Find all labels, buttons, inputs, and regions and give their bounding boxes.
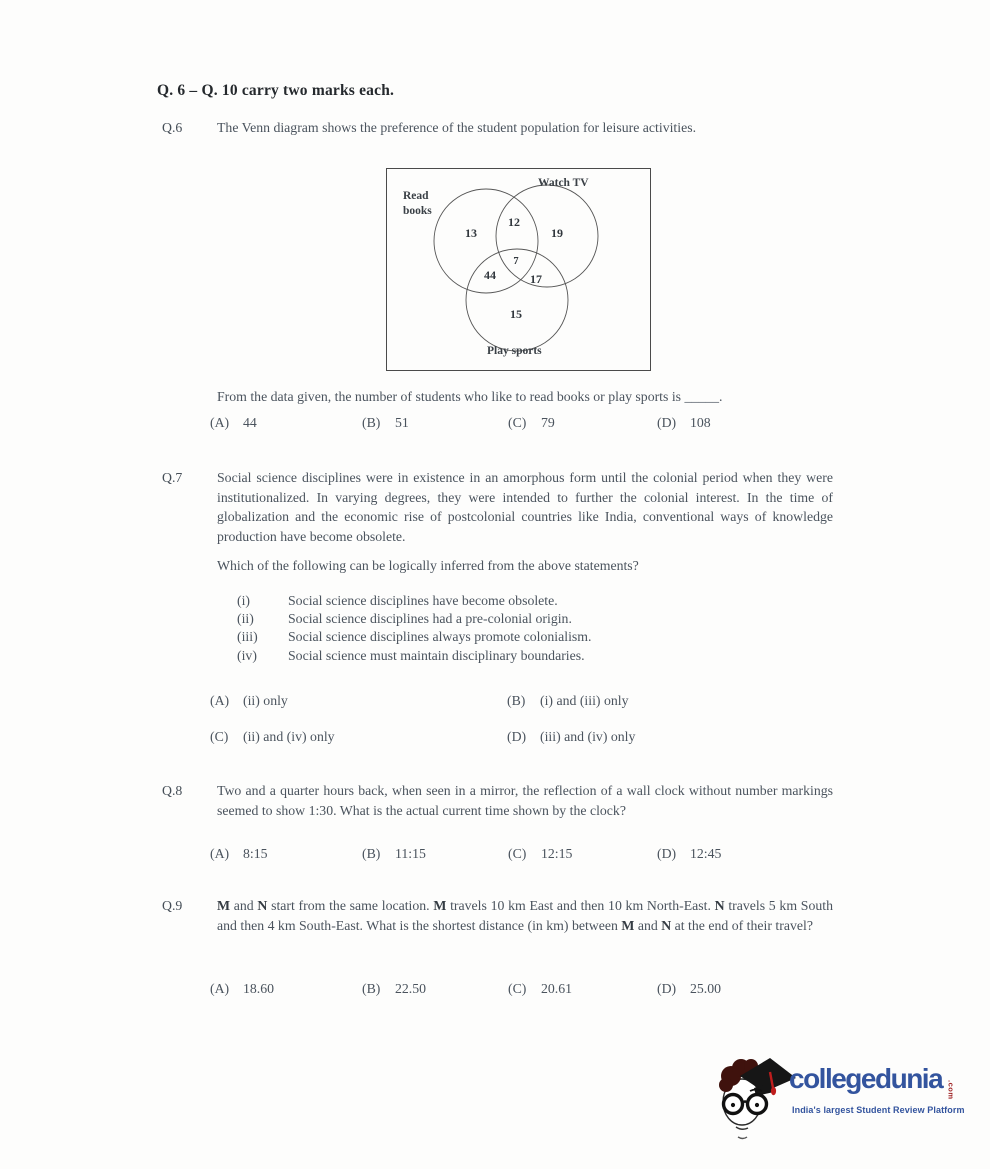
venn-count-read-tv: 12 bbox=[508, 215, 520, 229]
option-label: (C) bbox=[508, 981, 527, 996]
q7-statements bbox=[237, 592, 797, 665]
option-value: 8:15 bbox=[243, 846, 268, 861]
option-label: (B) bbox=[362, 846, 381, 861]
option-value: (iii) and (iv) only bbox=[540, 729, 636, 744]
venn-circle-watch-tv bbox=[496, 185, 598, 287]
option-label: (D) bbox=[657, 981, 677, 996]
venn-set-label-play-sports: Play sports bbox=[487, 345, 542, 357]
q6-option-b bbox=[362, 413, 409, 433]
q9-option-a bbox=[210, 979, 274, 999]
option-value: 20.61 bbox=[541, 981, 573, 996]
statement-text: Social science disciplines have become obsolete. bbox=[288, 593, 558, 608]
collegedunia-mascot-icon bbox=[714, 1050, 798, 1142]
option-value: 25.00 bbox=[690, 981, 722, 996]
statement-text: Social science must maintain disciplinary boundaries. bbox=[288, 647, 585, 663]
q7-sub-question: Which of the following can be logically inferred from the above statements? bbox=[217, 558, 639, 573]
statement-label: (i) bbox=[237, 593, 251, 608]
option-value: 22.50 bbox=[395, 981, 427, 996]
option-value: 44 bbox=[243, 415, 257, 430]
q8-option-d bbox=[657, 844, 721, 864]
option-label: (A) bbox=[210, 981, 230, 996]
venn-set-label-watch-tv: Watch TV bbox=[538, 177, 589, 189]
statement-row bbox=[237, 610, 797, 628]
q9-option-d bbox=[657, 979, 721, 999]
option-label: (C) bbox=[210, 729, 229, 744]
q9-option-c bbox=[508, 979, 572, 999]
q7-option-b bbox=[507, 691, 629, 711]
q6-option-a bbox=[210, 413, 257, 433]
option-value: (i) and (iii) only bbox=[540, 693, 629, 708]
option-value: 11:15 bbox=[395, 846, 426, 861]
q7-option-d bbox=[507, 727, 635, 747]
option-label: (A) bbox=[210, 693, 230, 708]
section-heading: Q. 6 – Q. 10 carry two marks each. bbox=[157, 82, 395, 99]
venn-count-tv-sports: 17 bbox=[530, 272, 542, 286]
q8-option-b bbox=[362, 844, 426, 864]
q9-paragraph: M and N start from the same location. M travels 10 km East and then 10 km North-East. N travels 5 km South and then 4 km South-East. What is the shortest distance (in km) between M and N at the end of their travel? bbox=[217, 898, 833, 933]
option-label: (D) bbox=[507, 729, 527, 744]
q9-number: Q.9 bbox=[162, 898, 183, 913]
option-value: 79 bbox=[541, 415, 555, 430]
option-value: 12:45 bbox=[690, 846, 722, 861]
q7-option-a bbox=[210, 691, 288, 711]
venn-count-read-sports: 44 bbox=[484, 268, 496, 282]
option-value: 18.60 bbox=[243, 981, 275, 996]
venn-count-sports-only: 15 bbox=[510, 307, 522, 321]
option-label: (A) bbox=[210, 415, 230, 430]
venn-count-center: 7 bbox=[513, 256, 519, 267]
statement-label: (ii) bbox=[237, 611, 254, 627]
venn-count-tv-only: 19 bbox=[551, 226, 563, 240]
statement-row bbox=[237, 592, 797, 610]
collegedunia-tagline: India's largest Student Review Platform bbox=[792, 1105, 965, 1115]
option-label: (B) bbox=[507, 693, 526, 708]
option-value: (ii) only bbox=[243, 693, 288, 708]
q9-option-b bbox=[362, 979, 426, 999]
option-label: (B) bbox=[362, 981, 381, 996]
statement-label: (iii) bbox=[237, 629, 258, 645]
q8-paragraph: Two and a quarter hours back, when seen in a mirror, the reflection of a wall clock without number markings seemed to show 1:30. What is the actual current time shown by the clock? bbox=[217, 783, 833, 818]
option-value: 108 bbox=[690, 415, 711, 430]
collegedunia-domain-suffix: .com bbox=[946, 1080, 956, 1100]
venn-diagram bbox=[386, 168, 651, 371]
statement-row bbox=[237, 628, 797, 646]
statement-text: Social science disciplines always promote colonialism. bbox=[288, 629, 592, 645]
option-label: (B) bbox=[362, 415, 381, 430]
option-value: 51 bbox=[395, 415, 409, 430]
venn-count-read-only: 13 bbox=[465, 226, 477, 240]
option-label: (A) bbox=[210, 846, 230, 861]
q8-option-a bbox=[210, 844, 268, 864]
q7-paragraph: Social science disciplines were in existence in an amorphous form until the colonial period when they were institutionalized. In varying degrees, they were intended to further the colonial interest. In the time of globalization and the economic rise of postcolonial countries like India, conventional ways of knowledge production have become obsolete. bbox=[217, 470, 833, 544]
q6-option-d bbox=[657, 413, 711, 433]
venn-set-label-read-books: Read books bbox=[403, 190, 432, 217]
statement-label: (iv) bbox=[237, 647, 257, 663]
q8-option-c bbox=[508, 844, 572, 864]
option-value: (ii) and (iv) only bbox=[243, 729, 335, 744]
q7-option-c bbox=[210, 727, 335, 747]
q6-question: From the data given, the number of students who like to read books or play sports is _____. bbox=[217, 389, 723, 404]
option-label: (D) bbox=[657, 846, 677, 861]
q6-intro: The Venn diagram shows the preference of the student population for leisure activities. bbox=[217, 120, 697, 135]
option-value: 12:15 bbox=[541, 846, 573, 861]
q8-number: Q.8 bbox=[162, 783, 183, 798]
statement-text: Social science disciplines had a pre-colonial origin. bbox=[288, 611, 572, 627]
q6-number: Q.6 bbox=[162, 120, 183, 135]
option-label: (C) bbox=[508, 846, 527, 861]
q7-number: Q.7 bbox=[162, 470, 183, 485]
option-label: (C) bbox=[508, 415, 527, 430]
option-label: (D) bbox=[657, 415, 677, 430]
q6-option-c bbox=[508, 413, 555, 433]
statement-row bbox=[237, 647, 797, 665]
collegedunia-wordmark: collegedunia bbox=[789, 1063, 943, 1094]
